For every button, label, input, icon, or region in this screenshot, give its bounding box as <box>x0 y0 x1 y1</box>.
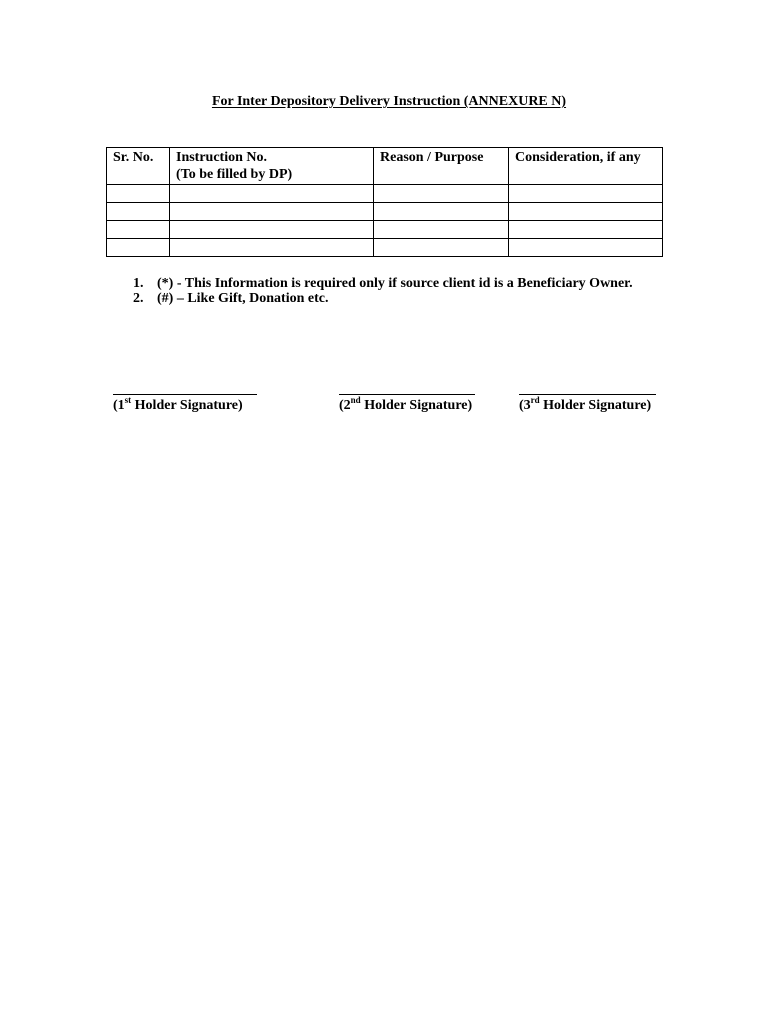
notes-list <box>133 276 633 306</box>
signature-ordinal: nd <box>350 395 361 405</box>
note-item <box>133 276 633 291</box>
instruction-table <box>106 147 663 257</box>
table-cell <box>107 203 170 221</box>
signature-line <box>519 378 656 395</box>
header-reason <box>374 148 509 185</box>
note-text: (*) - This Information is required only if source client id is a Beneficiary Owner. <box>157 276 633 291</box>
header-instruction-no <box>170 148 374 185</box>
note-text: (#) – Like Gift, Donation etc. <box>157 291 329 306</box>
signature-label-open: (1 <box>113 398 125 413</box>
header-consideration <box>509 148 663 185</box>
signature-ordinal: rd <box>530 395 540 405</box>
table-cell <box>509 221 663 239</box>
note-number: 1. <box>133 276 144 291</box>
table-cell <box>107 185 170 203</box>
table-row <box>107 239 663 257</box>
signature-ordinal: st <box>124 395 132 405</box>
table-row <box>107 185 663 203</box>
signature-label-rest: Holder Signature) <box>539 398 652 413</box>
table-row <box>107 203 663 221</box>
table-cell <box>170 203 374 221</box>
table-header-row <box>107 148 663 185</box>
table-row <box>107 221 663 239</box>
table-cell <box>107 221 170 239</box>
header-sr-no <box>107 148 170 185</box>
signature-label-rest: Holder Signature) <box>131 398 243 413</box>
table-cell <box>107 239 170 257</box>
note-item <box>133 291 633 306</box>
signature-label-open: (2 <box>339 398 351 413</box>
signature-block-1 <box>113 378 257 415</box>
signature-block-2 <box>339 378 475 415</box>
table-cell <box>374 221 509 239</box>
table-cell <box>170 185 374 203</box>
note-number: 2. <box>133 291 144 306</box>
header-sr-no-label: Sr. No. <box>113 150 154 165</box>
table-cell <box>170 221 374 239</box>
table-cell <box>170 239 374 257</box>
table-cell <box>374 239 509 257</box>
signature-label <box>113 397 257 415</box>
table-cell <box>374 203 509 221</box>
table-cell <box>509 203 663 221</box>
signature-label <box>339 397 475 415</box>
header-consideration-label: Consideration, if any <box>515 150 641 165</box>
table-cell <box>509 239 663 257</box>
header-instruction-no-line1: Instruction No. <box>176 150 268 165</box>
signature-label-open: (3 <box>519 398 531 413</box>
header-instruction-no-line2: (To be filled by DP) <box>176 167 293 182</box>
signature-block-3 <box>519 378 656 415</box>
document-title: For Inter Depository Delivery Instruction (ANNEXURE N) <box>211 94 567 109</box>
signature-label <box>519 397 656 415</box>
table-cell <box>509 185 663 203</box>
header-reason-label: Reason / Purpose <box>380 150 484 165</box>
signature-line <box>339 378 475 395</box>
table-cell <box>374 185 509 203</box>
signature-line <box>113 378 257 395</box>
signature-label-rest: Holder Signature) <box>360 398 473 413</box>
